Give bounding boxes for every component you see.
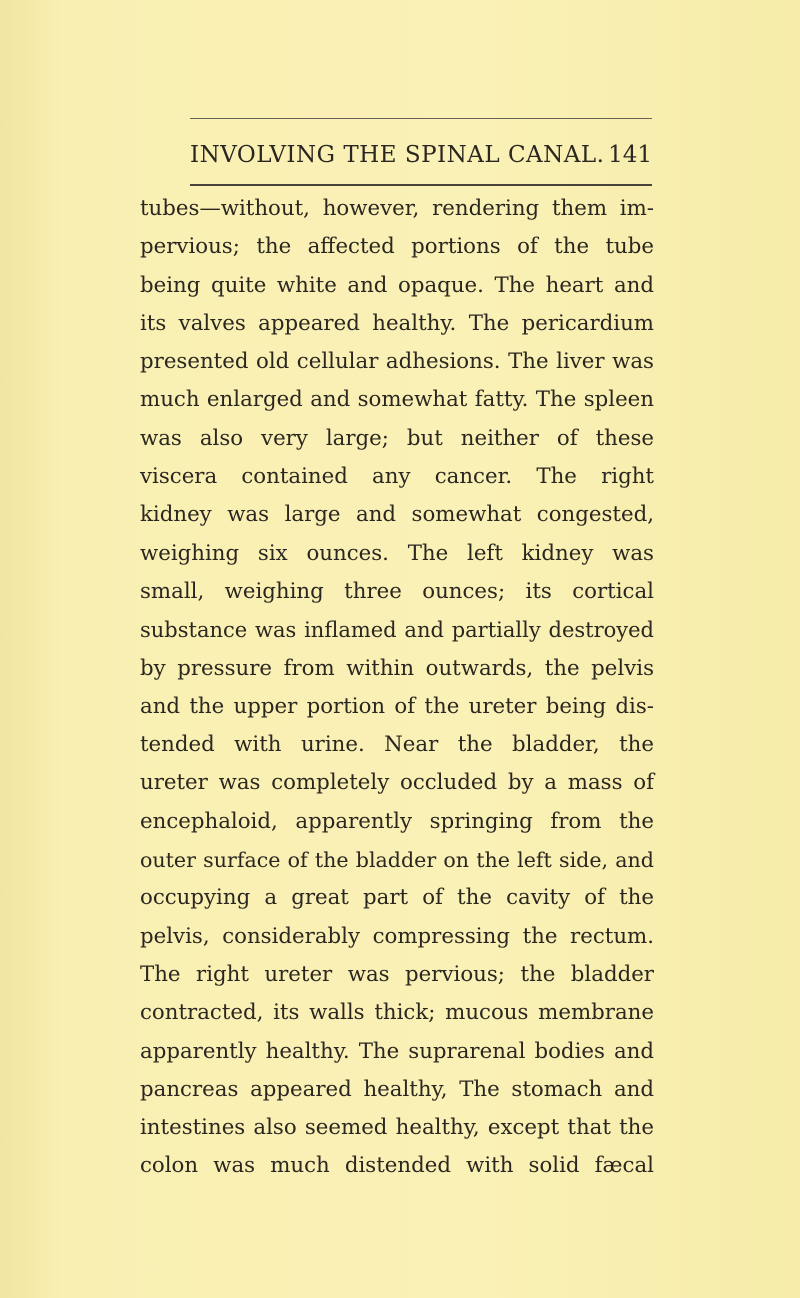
text-line: outer surface of the bladder on the left side, and xyxy=(140,848,654,873)
text-line: encephaloid, apparently springing from the xyxy=(140,808,654,834)
text-line: substance was inflamed and partially destroyed xyxy=(140,618,654,643)
text-line: much enlarged and somewhat fatty. The spleen xyxy=(140,387,654,413)
text-line: viscera contained any cancer. The right xyxy=(140,464,654,490)
text-line: tubes—without, however, rendering them im- xyxy=(140,196,654,221)
text-line: colon was much distended with solid fæcal xyxy=(140,1153,654,1179)
text-line: tended with urine. Near the bladder, the xyxy=(140,732,654,758)
top-rule xyxy=(190,118,652,119)
body-text xyxy=(140,190,654,1186)
text-line: ureter was completely occluded by a mass of xyxy=(140,770,654,796)
running-head xyxy=(190,142,660,174)
page-number: 141 xyxy=(608,142,652,168)
text-line: occupying a great part of the cavity of the xyxy=(140,885,654,911)
text-line: weighing six ounces. The left kidney was xyxy=(140,540,654,566)
text-line: The right ureter was pervious; the bladder xyxy=(140,961,654,987)
text-line: and the upper portion of the ureter being dis- xyxy=(140,693,654,719)
text-line: pervious; the affected portions of the tube xyxy=(140,234,654,260)
text-line: pelvis, considerably compressing the rectum. xyxy=(140,923,654,949)
text-line: being quite white and opaque. The heart and xyxy=(140,272,654,298)
text-line: pancreas appeared healthy, The stomach and xyxy=(140,1076,654,1102)
text-line: by pressure from within outwards, the pelvis xyxy=(140,655,654,681)
text-line: its valves appeared healthy. The pericardium xyxy=(140,310,654,336)
text-line: small, weighing three ounces; its cortical xyxy=(140,578,654,604)
text-line: presented old cellular adhesions. The liver was xyxy=(140,349,654,375)
header-rule xyxy=(190,184,652,186)
text-line: was also very large; but neither of these xyxy=(140,425,654,451)
text-line: kidney was large and somewhat congested, xyxy=(140,502,654,528)
text-line: contracted, its walls thick; mucous membrane xyxy=(140,1000,654,1026)
text-line: intestines also seemed healthy, except that the xyxy=(140,1115,654,1141)
text-line: apparently healthy. The suprarenal bodies and xyxy=(140,1038,654,1064)
running-title: INVOLVING THE SPINAL CANAL. xyxy=(190,142,605,168)
